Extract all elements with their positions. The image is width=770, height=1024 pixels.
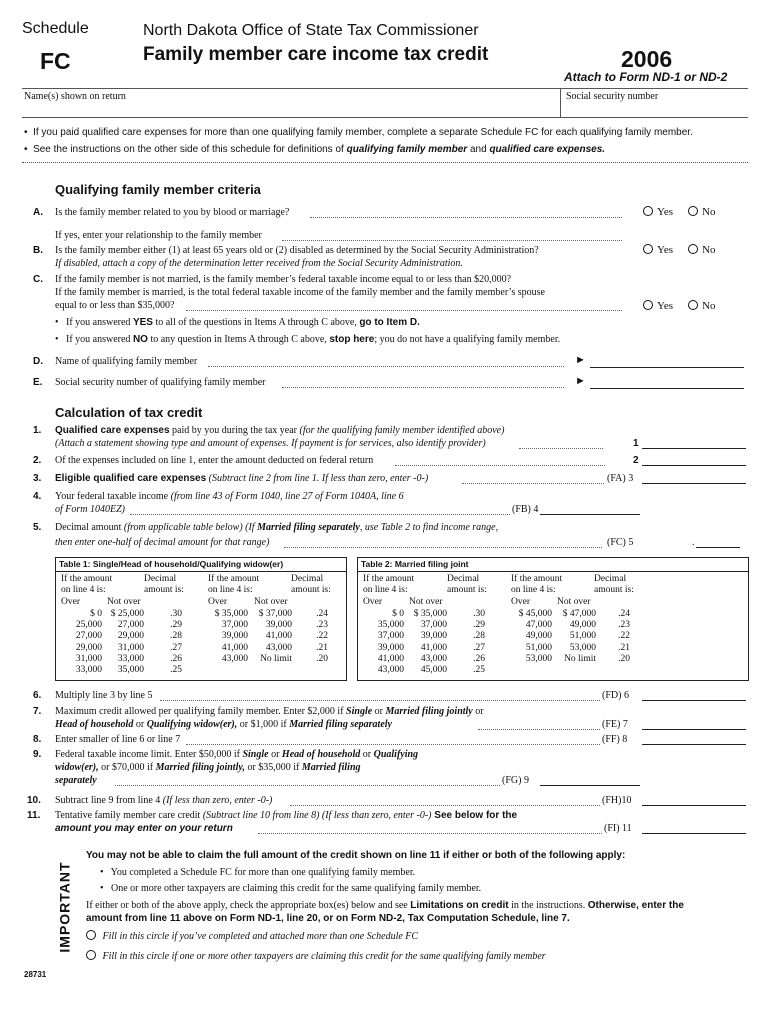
instruction-bullet-1: • If you paid qualified care expenses for more than one qualifying family member, complete a separate Schedule FC for each qualifying family member.: [24, 127, 693, 138]
table-cell: 49,000: [525, 631, 552, 642]
important-side-label: IMPORTANT: [56, 861, 73, 953]
instruction-bullet-2: • See the instructions on the other side of this schedule for definitions of qualifying family member and qualified care expenses.: [24, 144, 606, 155]
important-bullet-2: • One or more other taxpayers are claiming this credit for the same qualifying family member.: [100, 883, 482, 894]
table-header: Not over: [254, 597, 288, 607]
important-heading: You may not be able to claim the full amount of the credit shown on line 11 if either or both of the following apply:: [86, 850, 626, 861]
table-cell: .23: [316, 620, 328, 631]
table-cell: 43,000: [420, 653, 447, 664]
item-c-yes[interactable]: Yes: [643, 300, 673, 312]
table-column: [459, 609, 485, 676]
table-cell: 29,000: [117, 631, 144, 642]
radio-icon: [688, 206, 698, 216]
table-cell: $ 0: [392, 609, 404, 619]
item-d-label: Name of qualifying family member: [55, 356, 198, 367]
table-header: If the amount on line 4 is:: [208, 574, 260, 596]
line-number: 5.: [33, 522, 42, 533]
table-cell: 37,000: [420, 620, 447, 631]
radio-icon: [643, 244, 653, 254]
leader: [115, 785, 500, 786]
item-a-question: Is the family member related to you by blood or marriage?: [55, 207, 290, 218]
table-cell: 43,000: [377, 665, 404, 676]
line-number: 11.: [27, 810, 41, 821]
leader: [478, 729, 600, 730]
line-10-box-label: (FH)10: [602, 795, 632, 806]
table-header: Over: [61, 597, 80, 607]
line-9-label: Federal taxable income limit. Enter $50,000 if Single or Head of household or Qualifying: [55, 749, 419, 760]
table-cell: .30: [170, 609, 182, 619]
table-cell: $ 37,000: [258, 609, 292, 619]
line-5-label-2: then enter one-half of decimal amount for that range): [55, 537, 270, 548]
table-cell: .21: [618, 642, 630, 653]
table-column: [156, 609, 182, 676]
line-6-label: Multiply line 3 by line 5: [55, 690, 153, 701]
agency-name: North Dakota Office of State Tax Commissioner: [143, 22, 479, 39]
table-cell: No limit: [564, 653, 596, 664]
table-cell: 51,000: [569, 631, 596, 642]
table-cell: .29: [170, 620, 182, 631]
leader: [310, 217, 622, 218]
table-column: [56, 609, 102, 676]
table-2-title: Table 2: Married filing joint: [358, 558, 748, 572]
table-cell: .25: [473, 665, 485, 676]
item-b-note: If disabled, attach a copy of the determination letter received from the Social Security Administration.: [55, 258, 463, 269]
table-column: [196, 609, 248, 665]
line-10-input[interactable]: [642, 805, 746, 806]
family-member-name-input[interactable]: [590, 367, 744, 368]
line-number: 7.: [33, 706, 42, 717]
table-cell: 37,000: [377, 631, 404, 642]
table-cell: .20: [316, 653, 328, 664]
item-letter: D.: [33, 356, 43, 367]
table-column: [302, 609, 328, 665]
names-input[interactable]: [24, 102, 554, 116]
table-cell: $ 35,000: [413, 609, 447, 619]
table-cell: .22: [316, 631, 328, 642]
table-column: [248, 609, 292, 665]
line-1-note: (Attach a statement showing type and amount of expenses. If payment is for services, also identify provider): [55, 438, 486, 449]
leader: [282, 387, 564, 388]
line-4-label: Your federal taxable income (from line 43 of Form 1040, line 27 of Form 1040A, line 6: [55, 491, 404, 502]
line-9-label-3: separately: [55, 775, 97, 786]
table-column: [500, 609, 552, 665]
line-3-label: Eligible qualified care expenses (Subtract line 2 from line 1. If less than zero, enter -0-): [55, 473, 429, 484]
attach-note: Attach to Form ND-1 or ND-2: [564, 70, 728, 84]
item-a-yes[interactable]: Yes: [643, 206, 673, 218]
table-cell: 53,000: [569, 642, 596, 653]
schedule-code: FC: [40, 48, 71, 74]
table-header: Over: [208, 597, 227, 607]
table-cell: .25: [170, 665, 182, 676]
important-bullet-1: • You completed a Schedule FC for more than one qualifying family member.: [100, 867, 416, 878]
important-paragraph-2: amount from line 11 above on Form ND-1, line 20, or on Form ND-2, Tax Computation Schedule, line 7.: [86, 913, 570, 924]
line-3-input[interactable]: [642, 483, 746, 484]
table-cell: 47,000: [525, 620, 552, 631]
ssn-field-label: Social security number: [566, 91, 659, 102]
item-b-yes[interactable]: Yes: [643, 244, 673, 256]
circle-more-than-one[interactable]: Fill in this circle if you’ve completed and attached more than one Schedule FC: [86, 930, 418, 942]
line-8-box-label: (FF) 8: [602, 734, 628, 745]
names-field-label: Name(s) shown on return: [24, 91, 126, 102]
ssn-input[interactable]: [566, 102, 746, 116]
table-cell: 35,000: [117, 665, 144, 676]
table-cell: 31,000: [117, 642, 144, 653]
table-cell: .26: [170, 653, 182, 664]
line-5-label: Decimal amount (from applicable table below) (If Married filing separately, use Table 2 to find income range,: [55, 522, 499, 533]
arrow-icon: ►: [575, 354, 586, 366]
table-column: [604, 609, 630, 665]
leader: [284, 547, 602, 548]
table-cell: .21: [316, 642, 328, 653]
field-divider: [560, 88, 561, 117]
line-number: 3.: [33, 473, 42, 484]
item-b-question: Is the family member either (1) at least 65 years old or (2) disabled as determined by the Social Security Administration?: [55, 245, 539, 256]
line-3-box-label: (FA) 3: [607, 473, 634, 484]
table-cell: 41,000: [420, 642, 447, 653]
line-2-input[interactable]: [642, 465, 746, 466]
line-10-label: Subtract line 9 from line 4 (If less than zero, enter -0-): [55, 795, 273, 806]
leader: [130, 514, 510, 515]
radio-icon: [643, 206, 653, 216]
line-11-label: Tentative family member care credit (Subtract line 10 from line 8) (If less than zero, enter -0-) See below for the: [55, 810, 518, 821]
radio-icon: [688, 244, 698, 254]
table-cell: 41,000: [265, 631, 292, 642]
table-column: [552, 609, 596, 665]
item-c-no[interactable]: No: [688, 300, 715, 312]
line-9-box-label: (FG) 9: [502, 775, 529, 786]
table-cell: .26: [473, 653, 485, 664]
table-cell: 43,000: [265, 642, 292, 653]
table-2: [357, 557, 749, 681]
table-cell: 53,000: [525, 653, 552, 664]
table-cell: .28: [473, 631, 485, 642]
line-1-input[interactable]: [642, 448, 746, 449]
line-6-box-label: (FD) 6: [602, 690, 629, 701]
table-cell: .24: [316, 609, 328, 619]
table-cell: 35,000: [377, 620, 404, 631]
criteria-heading: Qualifying family member criteria: [55, 182, 261, 197]
line-1-box-label: 1: [633, 438, 639, 449]
tax-year: 2006: [621, 46, 673, 72]
table-cell: 45,000: [420, 665, 447, 676]
table-cell: 29,000: [75, 642, 102, 653]
table-cell: .24: [618, 609, 630, 619]
leader: [186, 744, 600, 745]
table-cell: .22: [618, 631, 630, 642]
table-cell: 41,000: [377, 653, 404, 664]
radio-icon: [86, 950, 96, 960]
leader: [395, 465, 605, 466]
table-cell: 39,000: [265, 620, 292, 631]
item-c-question-3: equal to or less than $35,000?: [55, 300, 175, 311]
radio-icon: [688, 300, 698, 310]
table-header: Decimal amount is:: [291, 574, 331, 596]
table-column: [358, 609, 404, 676]
important-paragraph: If either or both of the above apply, check the appropriate box(es) below and see Limitations on credit in the instructions. Otherwise, enter the: [86, 900, 684, 911]
line-5-input[interactable]: [696, 547, 740, 548]
table-cell: 39,000: [420, 631, 447, 642]
form-number: 28731: [24, 970, 47, 979]
relationship-input[interactable]: [282, 240, 622, 241]
leader: [519, 448, 603, 449]
line-2-box-label: 2: [633, 455, 639, 466]
line-4-label-2: of Form 1040EZ): [55, 504, 125, 515]
table-1: [55, 557, 347, 681]
calc-heading: Calculation of tax credit: [55, 405, 203, 420]
table-cell: No limit: [260, 653, 292, 664]
table-cell: 43,000: [221, 653, 248, 664]
line-1-label: Qualified care expenses paid by you during the tax year (for the qualifying family member identified above): [55, 425, 505, 436]
table-cell: .27: [473, 642, 485, 653]
table-cell: $ 47,000: [562, 609, 596, 619]
line-number: 6.: [33, 690, 42, 701]
line-11-label-2: amount you may enter on your return: [55, 823, 233, 834]
leader: [186, 310, 622, 311]
item-b-no[interactable]: No: [688, 244, 715, 256]
item-c-question-2: If the family member is married, is the total federal taxable income of the family member and the family member’s spouse: [55, 287, 545, 298]
item-a-relationship-label: If yes, enter your relationship to the family member: [55, 230, 262, 241]
line-8-label: Enter smaller of line 6 or line 7: [55, 734, 181, 745]
table-cell: .30: [473, 609, 485, 619]
line-number: 8.: [33, 734, 42, 745]
line-4-input[interactable]: [540, 514, 640, 515]
line-6-input[interactable]: [642, 700, 746, 701]
table-cell: 33,000: [75, 665, 102, 676]
table-cell: 49,000: [569, 620, 596, 631]
table-cell: $ 35,000: [214, 609, 248, 619]
circle-other-taxpayers[interactable]: Fill in this circle if one or more other taxpayers are claiming this credit for the same qualifying family member: [86, 950, 546, 962]
family-member-ssn-input[interactable]: [590, 388, 744, 389]
line-number: 4.: [33, 491, 42, 502]
line-8-input[interactable]: [642, 744, 746, 745]
line-9-label-2: widow(er), or $70,000 if Married filing jointly, or $35,000 if Married filing: [55, 762, 361, 773]
line-11-input[interactable]: [642, 833, 746, 834]
divider: [22, 162, 748, 163]
radio-icon: [86, 930, 96, 940]
item-letter: C.: [33, 274, 43, 285]
table-header: Decimal amount is:: [594, 574, 634, 596]
leader: [160, 700, 600, 701]
item-a-no[interactable]: No: [688, 206, 715, 218]
table-column: [100, 609, 144, 676]
table-cell: 27,000: [75, 631, 102, 642]
schedule-label: Schedule: [22, 20, 89, 37]
line-number: 9.: [33, 749, 42, 760]
leader: [258, 833, 602, 834]
table-header: Not over: [107, 597, 141, 607]
table-header: Not over: [409, 597, 443, 607]
table-header: Over: [511, 597, 530, 607]
line-2-label: Of the expenses included on line 1, enter the amount deducted on federal return: [55, 455, 374, 466]
table-cell: 41,000: [221, 642, 248, 653]
item-letter: B.: [33, 245, 43, 256]
table-cell: 51,000: [525, 642, 552, 653]
table-cell: 37,000: [221, 620, 248, 631]
table-header: Not over: [557, 597, 591, 607]
divider: [22, 88, 748, 89]
line-number: 2.: [33, 455, 42, 466]
table-cell: .23: [618, 620, 630, 631]
line-4-box-label: (FB) 4: [512, 504, 539, 515]
form-title: Family member care income tax credit: [143, 44, 489, 65]
item-c-question-1: If the family member is not married, is the family member’s federal taxable income equal to or less than $20,000?: [55, 274, 512, 285]
arrow-icon: ►: [575, 375, 586, 387]
table-cell: .28: [170, 631, 182, 642]
table-cell: 39,000: [377, 642, 404, 653]
leader: [290, 805, 600, 806]
item-letter: A.: [33, 207, 43, 218]
table-cell: $ 45,000: [518, 609, 552, 619]
item-letter: E.: [33, 377, 43, 388]
table-cell: 39,000: [221, 631, 248, 642]
table-header: Decimal amount is:: [144, 574, 184, 596]
table-cell: $ 25,000: [110, 609, 144, 619]
divider: [22, 117, 748, 118]
line-5-decimal-point: .: [692, 537, 695, 548]
table-cell: 33,000: [117, 653, 144, 664]
table-cell: .27: [170, 642, 182, 653]
item-e-label: Social security number of qualifying family member: [55, 377, 266, 388]
line-5-box-label: (FC) 5: [607, 537, 634, 548]
line-7-input[interactable]: [642, 729, 746, 730]
line-number: 10.: [27, 795, 41, 806]
table-1-title: Table 1: Single/Head of household/Qualifying widow(er): [56, 558, 346, 572]
line-number: 1.: [33, 425, 42, 436]
line-9-input[interactable]: [540, 785, 640, 786]
line-7-label-2: Head of household or Qualifying widow(er), or $1,000 if Married filing separately: [55, 719, 392, 730]
table-cell: 25,000: [75, 620, 102, 631]
table-cell: .29: [473, 620, 485, 631]
yes-all-instruction: • If you answered YES to all of the questions in Items A through C above, go to Item D.: [55, 317, 420, 328]
table-cell: $ 0: [90, 609, 102, 619]
line-11-box-label: (FI) 11: [604, 823, 632, 834]
table-cell: 27,000: [117, 620, 144, 631]
table-header: Over: [363, 597, 382, 607]
table-header: If the amount on line 4 is:: [511, 574, 563, 596]
line-7-box-label: (FE) 7: [602, 719, 628, 730]
radio-icon: [643, 300, 653, 310]
table-cell: 31,000: [75, 653, 102, 664]
line-7-label: Maximum credit allowed per qualifying family member. Enter $2,000 if Single or Married filing jointly or: [55, 706, 484, 717]
table-header: If the amount on line 4 is:: [363, 574, 415, 596]
leader: [208, 366, 564, 367]
leader: [462, 483, 604, 484]
table-header: If the amount on line 4 is:: [61, 574, 113, 596]
table-cell: .20: [618, 653, 630, 664]
table-header: Decimal amount is:: [447, 574, 487, 596]
no-any-instruction: • If you answered NO to any question in Items A through C above, stop here; you do not have a qualifying family member.: [55, 334, 561, 345]
table-column: [402, 609, 447, 676]
